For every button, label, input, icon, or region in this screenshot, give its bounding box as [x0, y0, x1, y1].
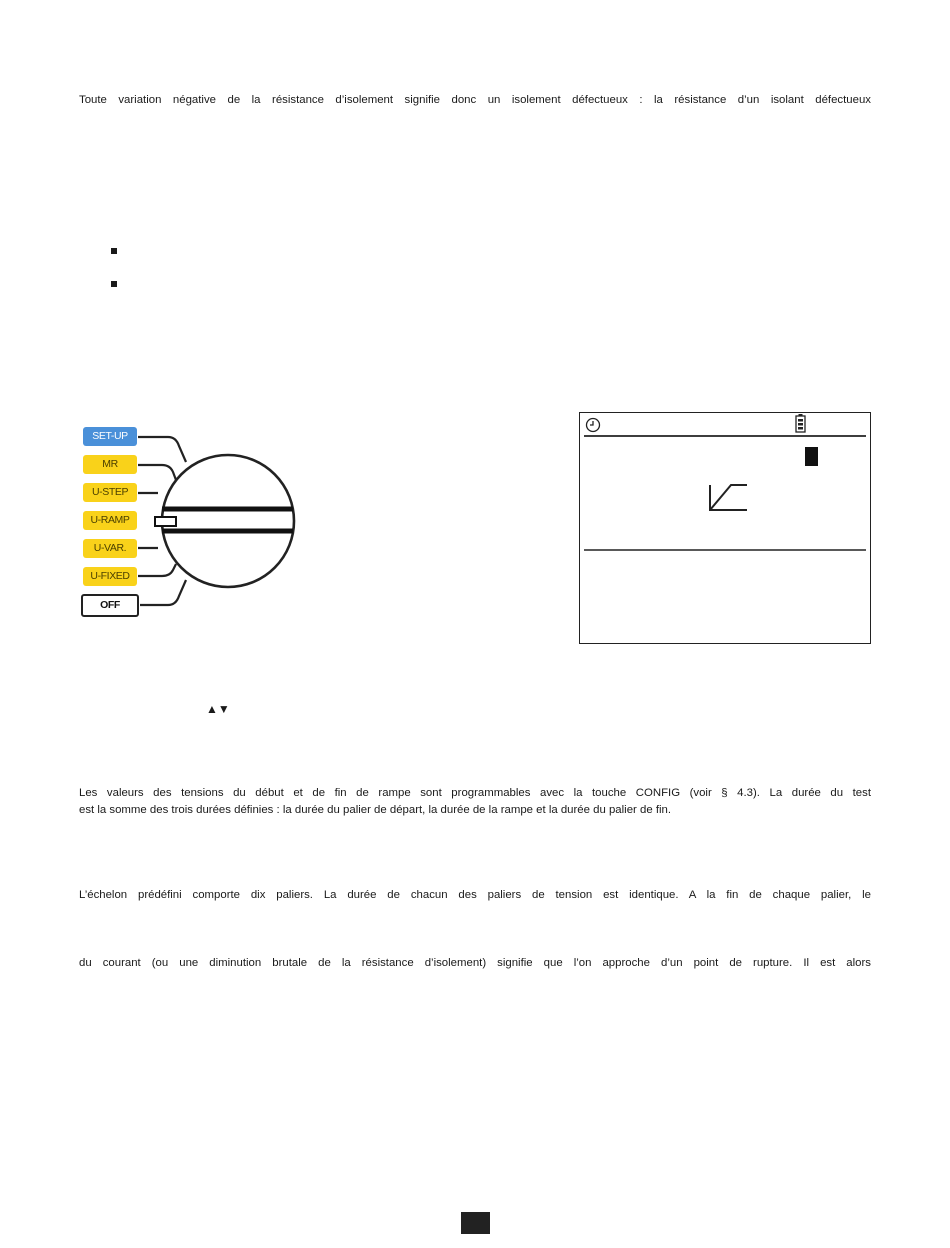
ramp-icon	[710, 485, 747, 510]
switch-position-u-var: U-VAR.	[83, 539, 137, 558]
switch-pointer	[155, 517, 176, 526]
switch-position-u-step: U-STEP	[83, 483, 137, 502]
switch-position-u-ramp: U-RAMP	[83, 511, 137, 530]
clock-icon	[587, 419, 600, 432]
display-drawing	[580, 413, 870, 643]
switch-position-u-fixed: U-FIXED	[83, 567, 137, 586]
paragraph-breakdown-point: du courant (ou une diminution brutale de la résistance d’isolement) signifie que l’on approche d’un point de rupture. Il est alors	[79, 957, 871, 969]
switch-knob	[162, 455, 294, 587]
display-block	[805, 447, 818, 466]
paragraph-ramp-config-line2: est la somme des trois durées définies : la durée du palier de départ, la durée de la rampe et la durée du palier de fin.	[79, 804, 672, 816]
rotary-switch	[78, 420, 308, 630]
switch-position-mr: MR	[83, 455, 137, 474]
bullet-marker	[111, 281, 117, 287]
switch-position-setup: SET-UP	[83, 427, 137, 446]
battery-icon	[796, 414, 805, 432]
page-number-box	[461, 1212, 490, 1234]
bullet-marker	[111, 248, 117, 254]
instrument-display	[579, 412, 871, 644]
switch-position-off: OFF	[81, 594, 139, 617]
paragraph-ramp-config-line1: Les valeurs des tensions du début et de fin de rampe sont programmables avec la touche CONFIG (voir § 4.3). La durée du test	[79, 787, 871, 799]
arrow-keys-icon: ▲▼	[206, 702, 230, 716]
paragraph-step-levels: L’échelon prédéfini comporte dix paliers. La durée de chacun des paliers de tension est identique. A la fin de chaque palier, le	[79, 889, 871, 901]
paragraph-insulation-variation: Toute variation négative de la résistance d’isolement signifie donc un isolement défectueux : la résistance d’un isolant défectueux	[79, 94, 871, 106]
